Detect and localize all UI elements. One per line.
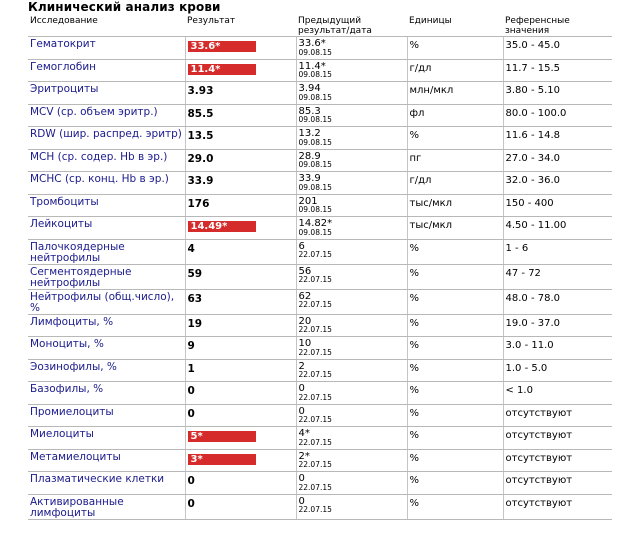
previous-value: 4* [298,428,310,439]
previous-date: 22.07.15 [298,415,332,424]
reference-range: 48.0 - 78.0 [503,289,612,314]
previous-value: 2 [298,360,305,372]
result-value: 63 [187,292,203,305]
previous-date: 22.07.15 [298,392,332,402]
result-cell [185,104,296,127]
previous-cell [296,314,407,337]
column-header-reference: Референсные значения [505,16,570,36]
previous-value: 56 [298,265,312,277]
previous-value: 33.9 [298,173,321,184]
result-cell [185,127,296,150]
reference-range: < 1.0 [503,382,612,405]
previous-value: 62 [298,290,312,302]
test-name: Базофилы, % [28,382,185,405]
result-cell [185,472,296,495]
result-value: 0 [187,497,195,510]
table-row [28,427,612,450]
previous-cell [296,104,407,127]
previous-cell [296,217,407,240]
previous-cell [296,337,407,360]
result-value: 29.0 [187,152,214,165]
result-cell [185,82,296,105]
unit-cell: % [407,314,503,337]
flagged-result-value: 14.49* [188,221,256,232]
result-cell [185,314,296,337]
test-name: Гемоглобин [28,59,185,82]
report-title: Клинический анализ крови [28,0,221,14]
reference-range: 47 - 72 [503,264,612,289]
unit-cell: тыс/мкл [407,217,503,240]
test-name: RDW (шир. распред. эритр) [28,127,185,150]
result-cell [185,149,296,172]
result-cell [185,172,296,195]
unit-cell: % [407,37,503,60]
previous-date: 22.07.15 [298,370,332,379]
table-row [28,472,612,495]
reference-range: 3.0 - 11.0 [503,337,612,360]
unit-cell: % [407,337,503,360]
previous-date: 09.08.15 [298,92,332,102]
result-value: 19 [187,317,203,330]
previous-cell [296,404,407,427]
unit-cell: тыс/мкл [407,194,503,217]
test-name: Нейтрофилы (общ.число), % [28,289,185,314]
test-name: Миелоциты [28,427,185,450]
results-table [28,15,612,520]
test-name: Тромбоциты [28,194,185,217]
result-cell [185,217,296,240]
column-header-result: Результат [187,16,236,26]
previous-cell [296,264,407,289]
test-name: Сегментоядерные нейтрофилы [28,264,185,289]
previous-cell [296,359,407,382]
previous-date: 09.08.15 [298,47,332,57]
previous-date: 22.07.15 [298,347,332,357]
test-name: Эритроциты [28,82,185,105]
result-value: 0 [187,385,195,397]
flagged-result-value: 5* [188,431,256,442]
column-header-test: Исследование [30,16,98,26]
previous-date: 22.07.15 [298,460,332,469]
previous-date: 22.07.15 [298,250,332,259]
result-cell [185,494,296,519]
result-cell [185,239,296,264]
previous-value: 0 [298,383,305,394]
previous-cell [296,149,407,172]
previous-date: 22.07.15 [298,437,332,447]
previous-cell [296,194,407,217]
reference-range: 1.0 - 5.0 [503,359,612,382]
previous-value: 2* [298,450,310,462]
previous-value: 201 [298,195,318,207]
flagged-result-value: 3* [188,454,256,465]
flagged-result-value: 11.4* [188,64,256,75]
previous-date: 22.07.15 [298,505,332,514]
unit-cell: % [407,427,503,450]
result-value: 33.9 [187,175,214,187]
previous-value: 33.6* [298,38,326,49]
reference-range: 27.0 - 34.0 [503,149,612,172]
previous-value: 13.2 [298,128,321,139]
previous-value: 10 [298,338,312,349]
result-cell [185,449,296,472]
previous-date: 22.07.15 [298,325,332,334]
table-row [28,289,612,314]
previous-cell [296,59,407,82]
previous-date: 09.08.15 [298,70,332,79]
table-row [28,82,612,105]
table-row [28,449,612,472]
previous-date: 09.08.15 [298,227,332,237]
table-row [28,314,612,337]
table-row [28,104,612,127]
previous-value: 28.9 [298,150,321,162]
result-cell [185,194,296,217]
previous-cell [296,382,407,405]
unit-cell: % [407,472,503,495]
unit-cell: % [407,382,503,405]
result-value: 9 [187,340,195,352]
previous-cell [296,82,407,105]
reference-range: 80.0 - 100.0 [503,104,612,127]
result-cell [185,289,296,314]
result-cell [185,337,296,360]
result-value: 176 [187,197,210,210]
previous-date: 22.07.15 [298,275,332,284]
table-row [28,127,612,150]
table-row [28,149,612,172]
result-value: 1 [187,362,195,375]
unit-cell: % [407,239,503,264]
previous-value: 0 [298,495,305,507]
reference-range: 35.0 - 45.0 [503,37,612,60]
reference-range: 4.50 - 11.00 [503,217,612,240]
unit-cell: пг [407,149,503,172]
unit-cell: % [407,449,503,472]
table-row [28,194,612,217]
table-row [28,359,612,382]
test-name: Палочкоядерные нейтрофилы [28,239,185,264]
reference-range: 11.6 - 14.8 [503,127,612,150]
test-name: MCH (ср. содер. Hb в эр.) [28,149,185,172]
unit-cell: % [407,264,503,289]
reference-range: 19.0 - 37.0 [503,314,612,337]
reference-range: отсутствуют [503,404,612,427]
reference-range: отсутствуют [503,427,612,450]
table-row [28,382,612,405]
result-cell [185,404,296,427]
reference-range: 3.80 - 5.10 [503,82,612,105]
previous-date: 09.08.15 [298,182,332,192]
previous-cell [296,449,407,472]
test-name: Лимфоциты, % [28,314,185,337]
unit-cell: млн/мкл [407,82,503,105]
previous-date: 09.08.15 [298,205,332,214]
previous-value: 11.4* [298,60,326,72]
reference-range: 150 - 400 [503,194,612,217]
table-row [28,264,612,289]
result-value: 85.5 [187,107,214,120]
result-value: 13.5 [187,130,214,142]
test-name: MCV (ср. объем эритр.) [28,104,185,127]
previous-value: 6 [298,240,305,252]
flagged-result-value: 33.6* [188,41,256,52]
previous-cell [296,289,407,314]
header-row [28,15,612,37]
table-row [28,217,612,240]
previous-cell [296,127,407,150]
unit-cell: % [407,289,503,314]
result-value: 0 [187,475,195,487]
result-value: 4 [187,242,195,255]
table-row [28,172,612,195]
previous-cell [296,494,407,519]
previous-date: 09.08.15 [298,160,332,169]
test-name: Моноциты, % [28,337,185,360]
column-header-units: Единицы [409,16,452,26]
table-row [28,404,612,427]
previous-value: 0 [298,405,305,417]
previous-value: 14.82* [298,218,333,229]
test-name: Лейкоциты [28,217,185,240]
table-body [28,37,612,520]
result-cell [185,382,296,405]
table-row [28,494,612,519]
result-cell [185,37,296,60]
test-name: Промиелоциты [28,404,185,427]
previous-cell [296,427,407,450]
unit-cell: % [407,404,503,427]
previous-date: 09.08.15 [298,137,332,147]
table-header [28,15,612,37]
previous-value: 85.3 [298,105,321,117]
result-cell [185,427,296,450]
unit-cell: г/дл [407,59,503,82]
previous-cell [296,472,407,495]
previous-date: 09.08.15 [298,115,332,124]
test-name: Эозинофилы, % [28,359,185,382]
result-value: 59 [187,267,203,280]
unit-cell: % [407,494,503,519]
previous-value: 0 [298,473,305,484]
reference-range: отсутствуют [503,449,612,472]
reference-range: 1 - 6 [503,239,612,264]
result-cell [185,359,296,382]
test-name: Плазматические клетки [28,472,185,495]
result-value: 0 [187,407,195,420]
test-name: Метамиелоциты [28,449,185,472]
test-name: MCHC (ср. конц. Hb в эр.) [28,172,185,195]
unit-cell: % [407,127,503,150]
test-name: Активированные лимфоциты [28,494,185,519]
table-row [28,337,612,360]
column-header-previous: Предыдущий результат/дата [298,16,372,36]
previous-value: 20 [298,315,312,327]
unit-cell: г/дл [407,172,503,195]
previous-cell [296,37,407,60]
reference-range: отсутствуют [503,472,612,495]
result-cell [185,264,296,289]
unit-cell: % [407,359,503,382]
previous-date: 22.07.15 [298,300,332,309]
previous-cell [296,172,407,195]
previous-cell [296,239,407,264]
reference-range: 11.7 - 15.5 [503,59,612,82]
previous-date: 22.07.15 [298,482,332,492]
reference-range: 32.0 - 36.0 [503,172,612,195]
table-row [28,37,612,60]
unit-cell: фл [407,104,503,127]
table-row [28,239,612,264]
result-cell [185,59,296,82]
result-value: 3.93 [187,85,214,97]
test-name: Гематокрит [28,37,185,60]
previous-value: 3.94 [298,83,321,94]
reference-range: отсутствуют [503,494,612,519]
table-row [28,59,612,82]
